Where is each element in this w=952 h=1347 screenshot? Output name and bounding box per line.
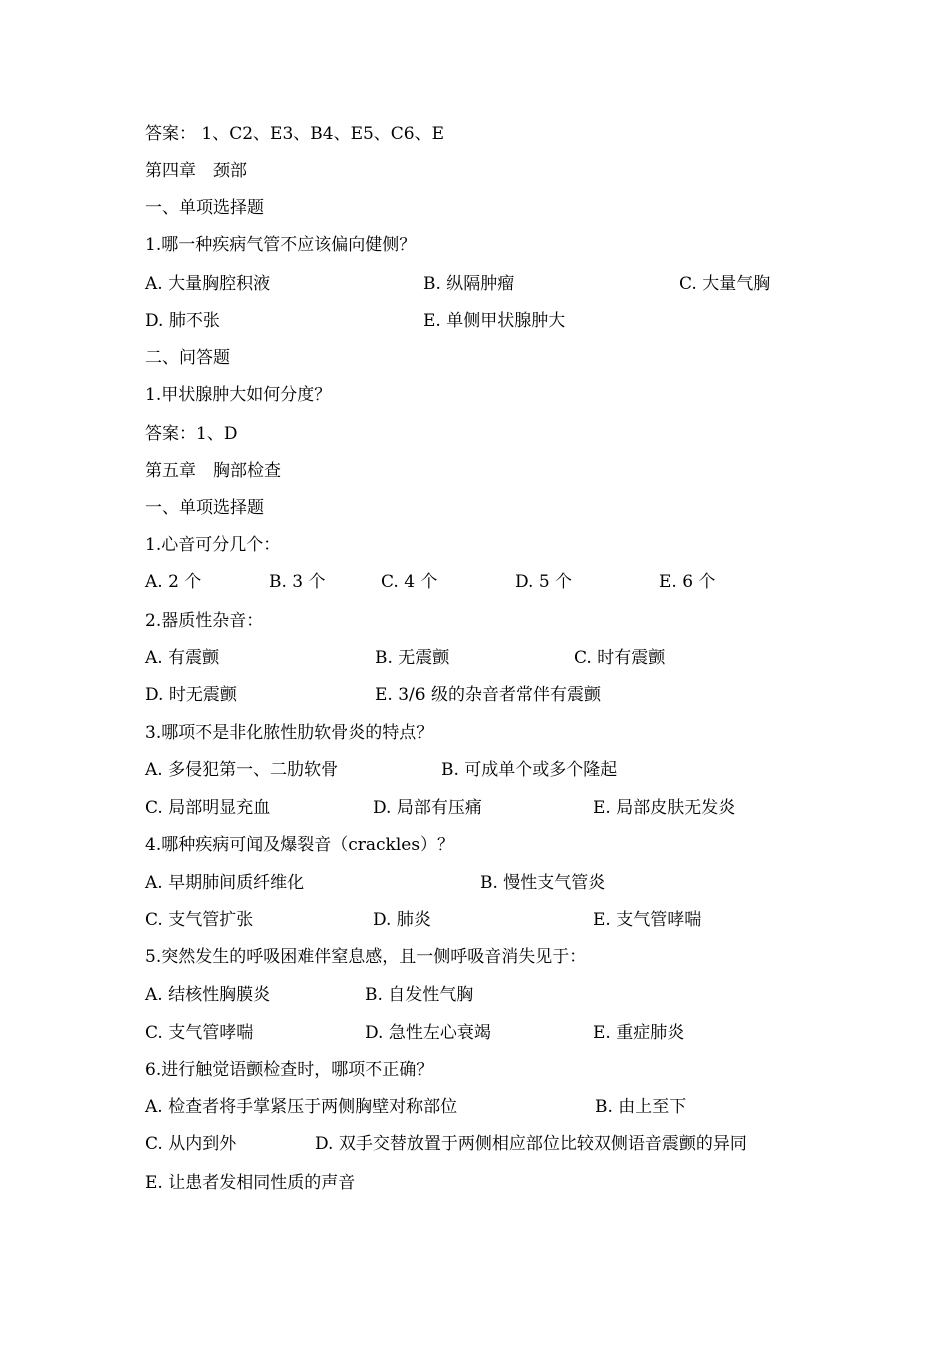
option-e: E. 重症肺炎 (593, 1023, 685, 1043)
chapter5-question-6: 6.进行触觉语颤检查时，哪项不正确？ (145, 1060, 434, 1080)
chapter4-title: 第四章 颈部 (145, 161, 247, 181)
chapter5-q6-options-row3 (0, 1172, 952, 1194)
chapter5-q1-options (0, 571, 952, 593)
option-a: A. 有震颤 (145, 648, 220, 668)
chapter4-short-question-1: 1.甲状腺肿大如何分度？ (145, 385, 332, 405)
option-c: C. 从内到外 (145, 1134, 237, 1154)
option-d: D. 肺炎 (373, 910, 431, 930)
chapter5-title: 第五章 胸部检查 (145, 461, 281, 481)
answer-line-chapter3: 答案： 1、C2、E3、B4、E5、C6、E (145, 124, 445, 144)
option-a: A. 2 个 (145, 572, 202, 592)
option-e: E. 单侧甲状腺肿大 (423, 311, 566, 331)
option-a: A. 结核性胸膜炎 (145, 985, 271, 1005)
option-d: D. 局部有压痛 (373, 798, 482, 818)
option-c: C. 时有震颤 (574, 648, 666, 668)
option-d: D. 5 个 (515, 572, 573, 592)
answer-line-chapter4: 答案：1、D (145, 424, 238, 444)
option-a: A. 早期肺间质纤维化 (145, 873, 305, 893)
chapter4-q1-options-row2 (0, 310, 952, 332)
option-a: A. 大量胸腔积液 (145, 274, 271, 294)
option-e: E. 支气管哮喘 (593, 910, 702, 930)
chapter5-q6-options-row1 (0, 1096, 952, 1118)
chapter4-question-1: 1.哪一种疾病气管不应该偏向健侧？ (145, 235, 417, 255)
chapter5-q5-options-row2 (0, 1022, 952, 1044)
chapter5-q3-options-row2 (0, 797, 952, 819)
chapter5-question-4: 4.哪种疾病可闻及爆裂音（crackles）？ (145, 835, 455, 855)
chapter5-q3-options-row1 (0, 759, 952, 781)
chapter4-section-short-answer: 二、问答题 (145, 348, 230, 368)
chapter4-q1-options-row1 (0, 273, 952, 295)
option-c: C. 4 个 (381, 572, 438, 592)
option-c: C. 局部明显充血 (145, 798, 271, 818)
option-b: B. 3 个 (269, 572, 326, 592)
option-a: A. 检查者将手掌紧压于两侧胸壁对称部位 (145, 1097, 458, 1117)
option-d: D. 急性左心衰竭 (365, 1023, 491, 1043)
option-b: B. 可成单个或多个隆起 (441, 760, 618, 780)
chapter5-q4-options-row1 (0, 872, 952, 894)
option-b: B. 自发性气胸 (365, 985, 474, 1005)
option-b: B. 由上至下 (595, 1097, 687, 1117)
option-b: B. 慢性支气管炎 (480, 873, 606, 893)
option-e: E. 让患者发相同性质的声音 (145, 1173, 356, 1193)
chapter5-q6-options-row2 (0, 1133, 952, 1155)
chapter5-question-2: 2.器质性杂音： (145, 611, 264, 631)
option-e: E. 6 个 (659, 572, 716, 592)
chapter5-q4-options-row2 (0, 909, 952, 931)
option-b: B. 无震颤 (375, 648, 450, 668)
option-c: C. 大量气胸 (679, 274, 771, 294)
chapter5-question-1: 1.心音可分几个： (145, 535, 281, 555)
chapter5-q2-options-row2 (0, 684, 952, 706)
option-a: A. 多侵犯第一、二肋软骨 (145, 760, 339, 780)
option-d: D. 双手交替放置于两侧相应部位比较双侧语音震颤的异同 (315, 1134, 747, 1154)
chapter5-question-3: 3.哪项不是非化脓性肋软骨炎的特点？ (145, 723, 434, 743)
option-e: E. 3/6 级的杂音者常伴有震颤 (375, 685, 601, 705)
option-e: E. 局部皮肤无发炎 (593, 798, 736, 818)
chapter5-section-single-choice: 一、单项选择题 (145, 498, 264, 518)
option-c: C. 支气管哮喘 (145, 1023, 254, 1043)
chapter4-section-single-choice: 一、单项选择题 (145, 198, 264, 218)
option-d: D. 肺不张 (145, 311, 220, 331)
chapter5-question-5: 5.突然发生的呼吸困难伴窒息感，且一侧呼吸音消失见于： (145, 947, 587, 967)
option-c: C. 支气管扩张 (145, 910, 254, 930)
option-b: B. 纵隔肿瘤 (423, 274, 515, 294)
chapter5-q5-options-row1 (0, 984, 952, 1006)
chapter5-q2-options-row1 (0, 647, 952, 669)
option-d: D. 时无震颤 (145, 685, 237, 705)
